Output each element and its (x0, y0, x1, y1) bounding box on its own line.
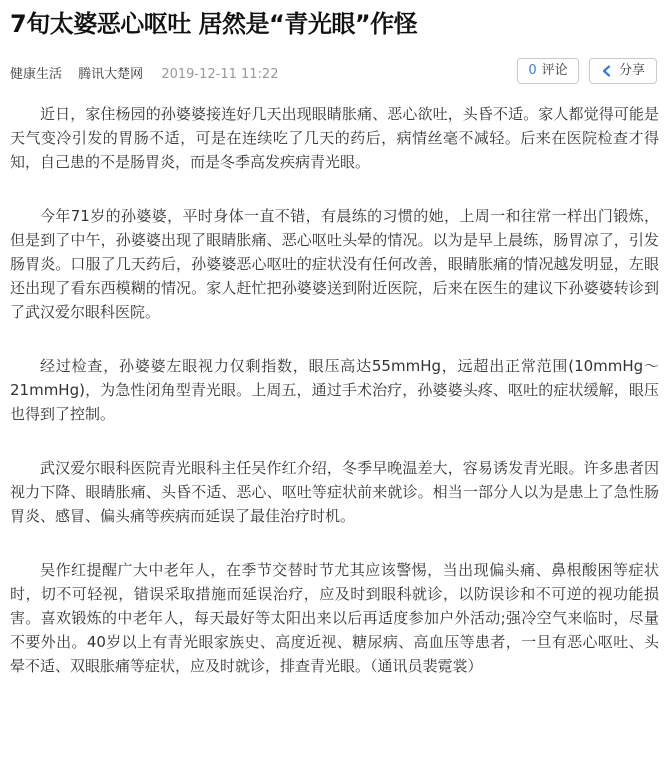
article-source[interactable]: 腾讯大楚网 (78, 67, 144, 82)
article-time: 2019-12-11 11:22 (161, 67, 279, 82)
paragraph: 吴作红提醒广大中老年人，在季节交替时节尤其应该警惕，当出现偏头痛、鼻根酸困等症状时，切不可轻视，错误采取措施而延误治疗，应及时到眼科就诊，以防误诊和不可逆的视功能损害。喜欢锻炼的中老年人，每天最好等太阳出来以后再适度参加户外活动;强冷空气来临时，尽量不要外出。40岁以上有青光眼家族史、高度近视、糖尿病、高血压等患者，一旦有恶心呕吐、头晕不适、双眼胀痛等症状，应及时就诊，排查青光眼。（通讯员裴霓裳） (10, 561, 659, 675)
article-category[interactable]: 健康生活 (10, 67, 63, 82)
paragraph: 武汉爱尔眼科医院青光眼科主任吴作红介绍，冬季早晚温差大，容易诱发青光眼。许多患者因视力下降、眼睛胀痛、头昏不适、恶心、呕吐等症状前来就诊。相当一部分人以为是患上了急性肠胃炎、感冒、偏头痛等疾病而延误了最佳治疗时机。 (10, 459, 659, 525)
share-icon (601, 65, 613, 77)
article-title: 7旬太婆恶心呕吐 居然是“青光眼”作怪 (10, 10, 418, 38)
paragraph: 今年71岁的孙婆婆，平时身体一直不错，有晨练的习惯的她，上周一和往常一样出门锻炼，但是到了中午，孙婆婆出现了眼睛胀痛、恶心呕吐头晕的情况。以为是早上晨练，肠胃凉了，引发肠胃炎。口服了几天药后，孙婆婆恶心呕吐的症状没有任何改善，眼睛胀痛的情况越发明显，左眼还出现了看东西模糊的情况。家人赶忙把孙婆婆送到附近医院，后来在医生的建议下孙婆婆转诊到了武汉爱尔眼科医院。 (10, 207, 659, 321)
article-body (10, 102, 659, 678)
comment-label: 评论 (541, 63, 568, 78)
comment-count: 0 (528, 63, 537, 78)
share-label: 分享 (618, 63, 645, 78)
comment-button[interactable] (517, 58, 579, 84)
article-meta (10, 58, 659, 92)
paragraph: 经过检查，孙婆婆左眼视力仅剩指数，眼压高达55mmHg，远超出正常范围(10mmHg～21mmHg)，为急性闭角型青光眼。上周五，通过手术治疗，孙婆婆头疼、呕吐的症状缓解，眼压也得到了控制。 (10, 357, 659, 423)
meta-actions (517, 58, 657, 84)
meta-info (10, 66, 290, 84)
paragraph: 近日，家住杨园的孙婆婆接连好几天出现眼睛胀痛、恶心欲吐，头昏不适。家人都觉得可能是天气变冷引发的胃肠不适，可是在连续吃了几天的药后，病情丝毫不减轻。后来在医院检查才得知，自己患的不是肠胃炎，而是冬季高发疾病青光眼。 (10, 105, 659, 171)
share-button[interactable] (589, 58, 657, 84)
